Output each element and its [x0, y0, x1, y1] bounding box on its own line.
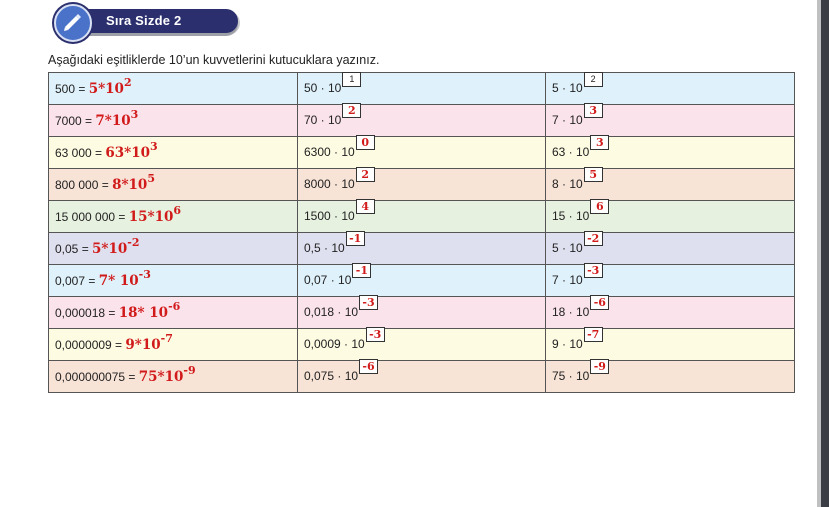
power-cell — [298, 361, 546, 393]
equation-number: 15 000 000 = — [55, 209, 129, 224]
power-base: 63 · 10 — [552, 145, 590, 159]
power-cell — [546, 265, 795, 297]
power-base: 8000 · 10 — [304, 177, 355, 191]
answer-product: 75*10 — [138, 368, 184, 385]
table-row — [49, 169, 795, 201]
power-base: 18 · 10 — [552, 305, 590, 319]
exponent-box[interactable]: 2 — [342, 103, 361, 118]
power-cell — [298, 233, 546, 265]
equation-number: 500 = — [55, 81, 89, 96]
answer-exponent: 6 — [173, 203, 182, 217]
answer-exponent: -9 — [183, 363, 196, 377]
answer-exponent: -6 — [168, 299, 181, 313]
exponent-box[interactable]: 4 — [356, 199, 375, 214]
exponent-box[interactable]: 5 — [584, 167, 603, 182]
power-base: 50 · 10 — [304, 80, 342, 95]
power-base: 1500 · 10 — [304, 209, 355, 223]
exponent-box[interactable]: -6 — [359, 359, 378, 374]
power-base: 75 · 10 — [552, 369, 590, 383]
page-edge — [821, 0, 829, 507]
power-cell — [298, 201, 546, 233]
exponent-box[interactable]: 0 — [356, 135, 375, 150]
answer-product: 5*10 — [88, 80, 124, 97]
equation-number: 0,000000075 = — [55, 369, 139, 384]
power-base: 0,5 · 10 — [304, 241, 345, 255]
equation-cell — [49, 201, 298, 233]
equation-cell — [49, 233, 298, 265]
equation-number: 0,0000009 = — [55, 337, 126, 352]
banner-title: Sıra Sizde 2 — [106, 13, 182, 28]
power-cell — [546, 233, 795, 265]
answer-product: 63*10 — [105, 144, 151, 161]
equation-cell — [49, 329, 298, 361]
exponent-box[interactable]: -9 — [590, 359, 609, 374]
power-cell — [546, 73, 795, 105]
power-base: 7 · 10 — [552, 113, 583, 127]
table-row — [49, 73, 795, 105]
power-base: 0,018 · 10 — [304, 305, 359, 319]
equation-number: 0,007 = — [55, 273, 99, 288]
answer-product: 5*10 — [92, 240, 128, 257]
pencil-icon — [54, 4, 92, 42]
table-row — [49, 105, 795, 137]
power-base: 0,075 · 10 — [304, 369, 359, 383]
answer-product: 18* 10 — [118, 304, 169, 321]
power-base: 5 · 10 — [552, 80, 583, 95]
answer-exponent: 5 — [147, 171, 155, 185]
answer-exponent: 3 — [150, 139, 158, 153]
exponent-box[interactable]: 3 — [584, 103, 603, 118]
power-base: 5 · 10 — [552, 241, 583, 255]
exponent-box[interactable]: -6 — [590, 295, 609, 310]
equation-cell — [49, 297, 298, 329]
equation-number: 800 000 = — [55, 177, 113, 192]
answer-product: 7*10 — [95, 112, 131, 129]
exponent-box[interactable]: -1 — [352, 263, 371, 278]
table-row — [49, 329, 795, 361]
answer-exponent: -2 — [127, 235, 140, 249]
power-base: 7 · 10 — [552, 273, 583, 287]
table-row — [49, 233, 795, 265]
exponent-box[interactable]: -1 — [346, 231, 365, 246]
equation-number: 0,000018 = — [55, 305, 119, 320]
exercise-table — [48, 72, 795, 393]
power-cell — [546, 361, 795, 393]
power-base: 70 · 10 — [304, 113, 342, 127]
power-cell — [298, 297, 546, 329]
power-cell — [298, 137, 546, 169]
power-cell — [546, 329, 795, 361]
equation-cell — [49, 361, 298, 393]
power-cell — [298, 169, 546, 201]
exponent-box[interactable]: 1 — [342, 72, 361, 87]
instruction-text: Aşağıdaki eşitliklerde 10’un kuvvetlerini kutucuklara yazınız. — [48, 53, 380, 67]
power-cell — [546, 201, 795, 233]
equation-number: 7000 = — [55, 113, 96, 128]
power-base: 6300 · 10 — [304, 145, 355, 159]
answer-exponent: -7 — [160, 331, 173, 345]
table-row — [49, 361, 795, 393]
table-row — [49, 297, 795, 329]
power-cell — [298, 73, 546, 105]
power-base: 15 · 10 — [552, 209, 590, 223]
power-cell — [298, 265, 546, 297]
power-cell — [546, 137, 795, 169]
exponent-box[interactable]: 2 — [584, 72, 603, 87]
exponent-box[interactable]: 6 — [590, 199, 609, 214]
answer-product: 8*10 — [112, 176, 148, 193]
section-banner — [54, 4, 240, 38]
exponent-box[interactable]: -2 — [584, 231, 603, 246]
answer-exponent: 3 — [130, 107, 139, 121]
equation-cell — [49, 105, 298, 137]
answer-product: 15*10 — [128, 208, 174, 225]
equation-cell — [49, 73, 298, 105]
equation-cell — [49, 169, 298, 201]
answer-product: 9*10 — [125, 336, 161, 353]
power-cell — [298, 105, 546, 137]
table-row — [49, 265, 795, 297]
exponent-box[interactable]: 2 — [356, 167, 375, 182]
exponent-box[interactable]: 3 — [590, 135, 609, 150]
power-base: 9 · 10 — [552, 337, 583, 351]
exponent-box[interactable]: -3 — [366, 327, 385, 342]
equation-cell — [49, 137, 298, 169]
exponent-box[interactable]: -7 — [584, 327, 603, 342]
power-cell — [298, 329, 546, 361]
power-base: 0,0009 · 10 — [304, 337, 365, 351]
table-row — [49, 137, 795, 169]
power-cell — [546, 105, 795, 137]
equation-cell — [49, 265, 298, 297]
power-cell — [546, 169, 795, 201]
equation-number: 63 000 = — [55, 145, 106, 160]
power-cell — [546, 297, 795, 329]
exponent-box[interactable]: -3 — [584, 263, 603, 278]
answer-product: 7* 10 — [98, 272, 139, 289]
table-row — [49, 201, 795, 233]
exponent-box[interactable]: -3 — [359, 295, 378, 310]
equation-number: 0,05 = — [55, 241, 93, 256]
power-base: 8 · 10 — [552, 177, 583, 191]
power-base: 0,07 · 10 — [304, 273, 352, 287]
answer-exponent: 2 — [123, 75, 132, 89]
answer-exponent: -3 — [138, 267, 151, 281]
